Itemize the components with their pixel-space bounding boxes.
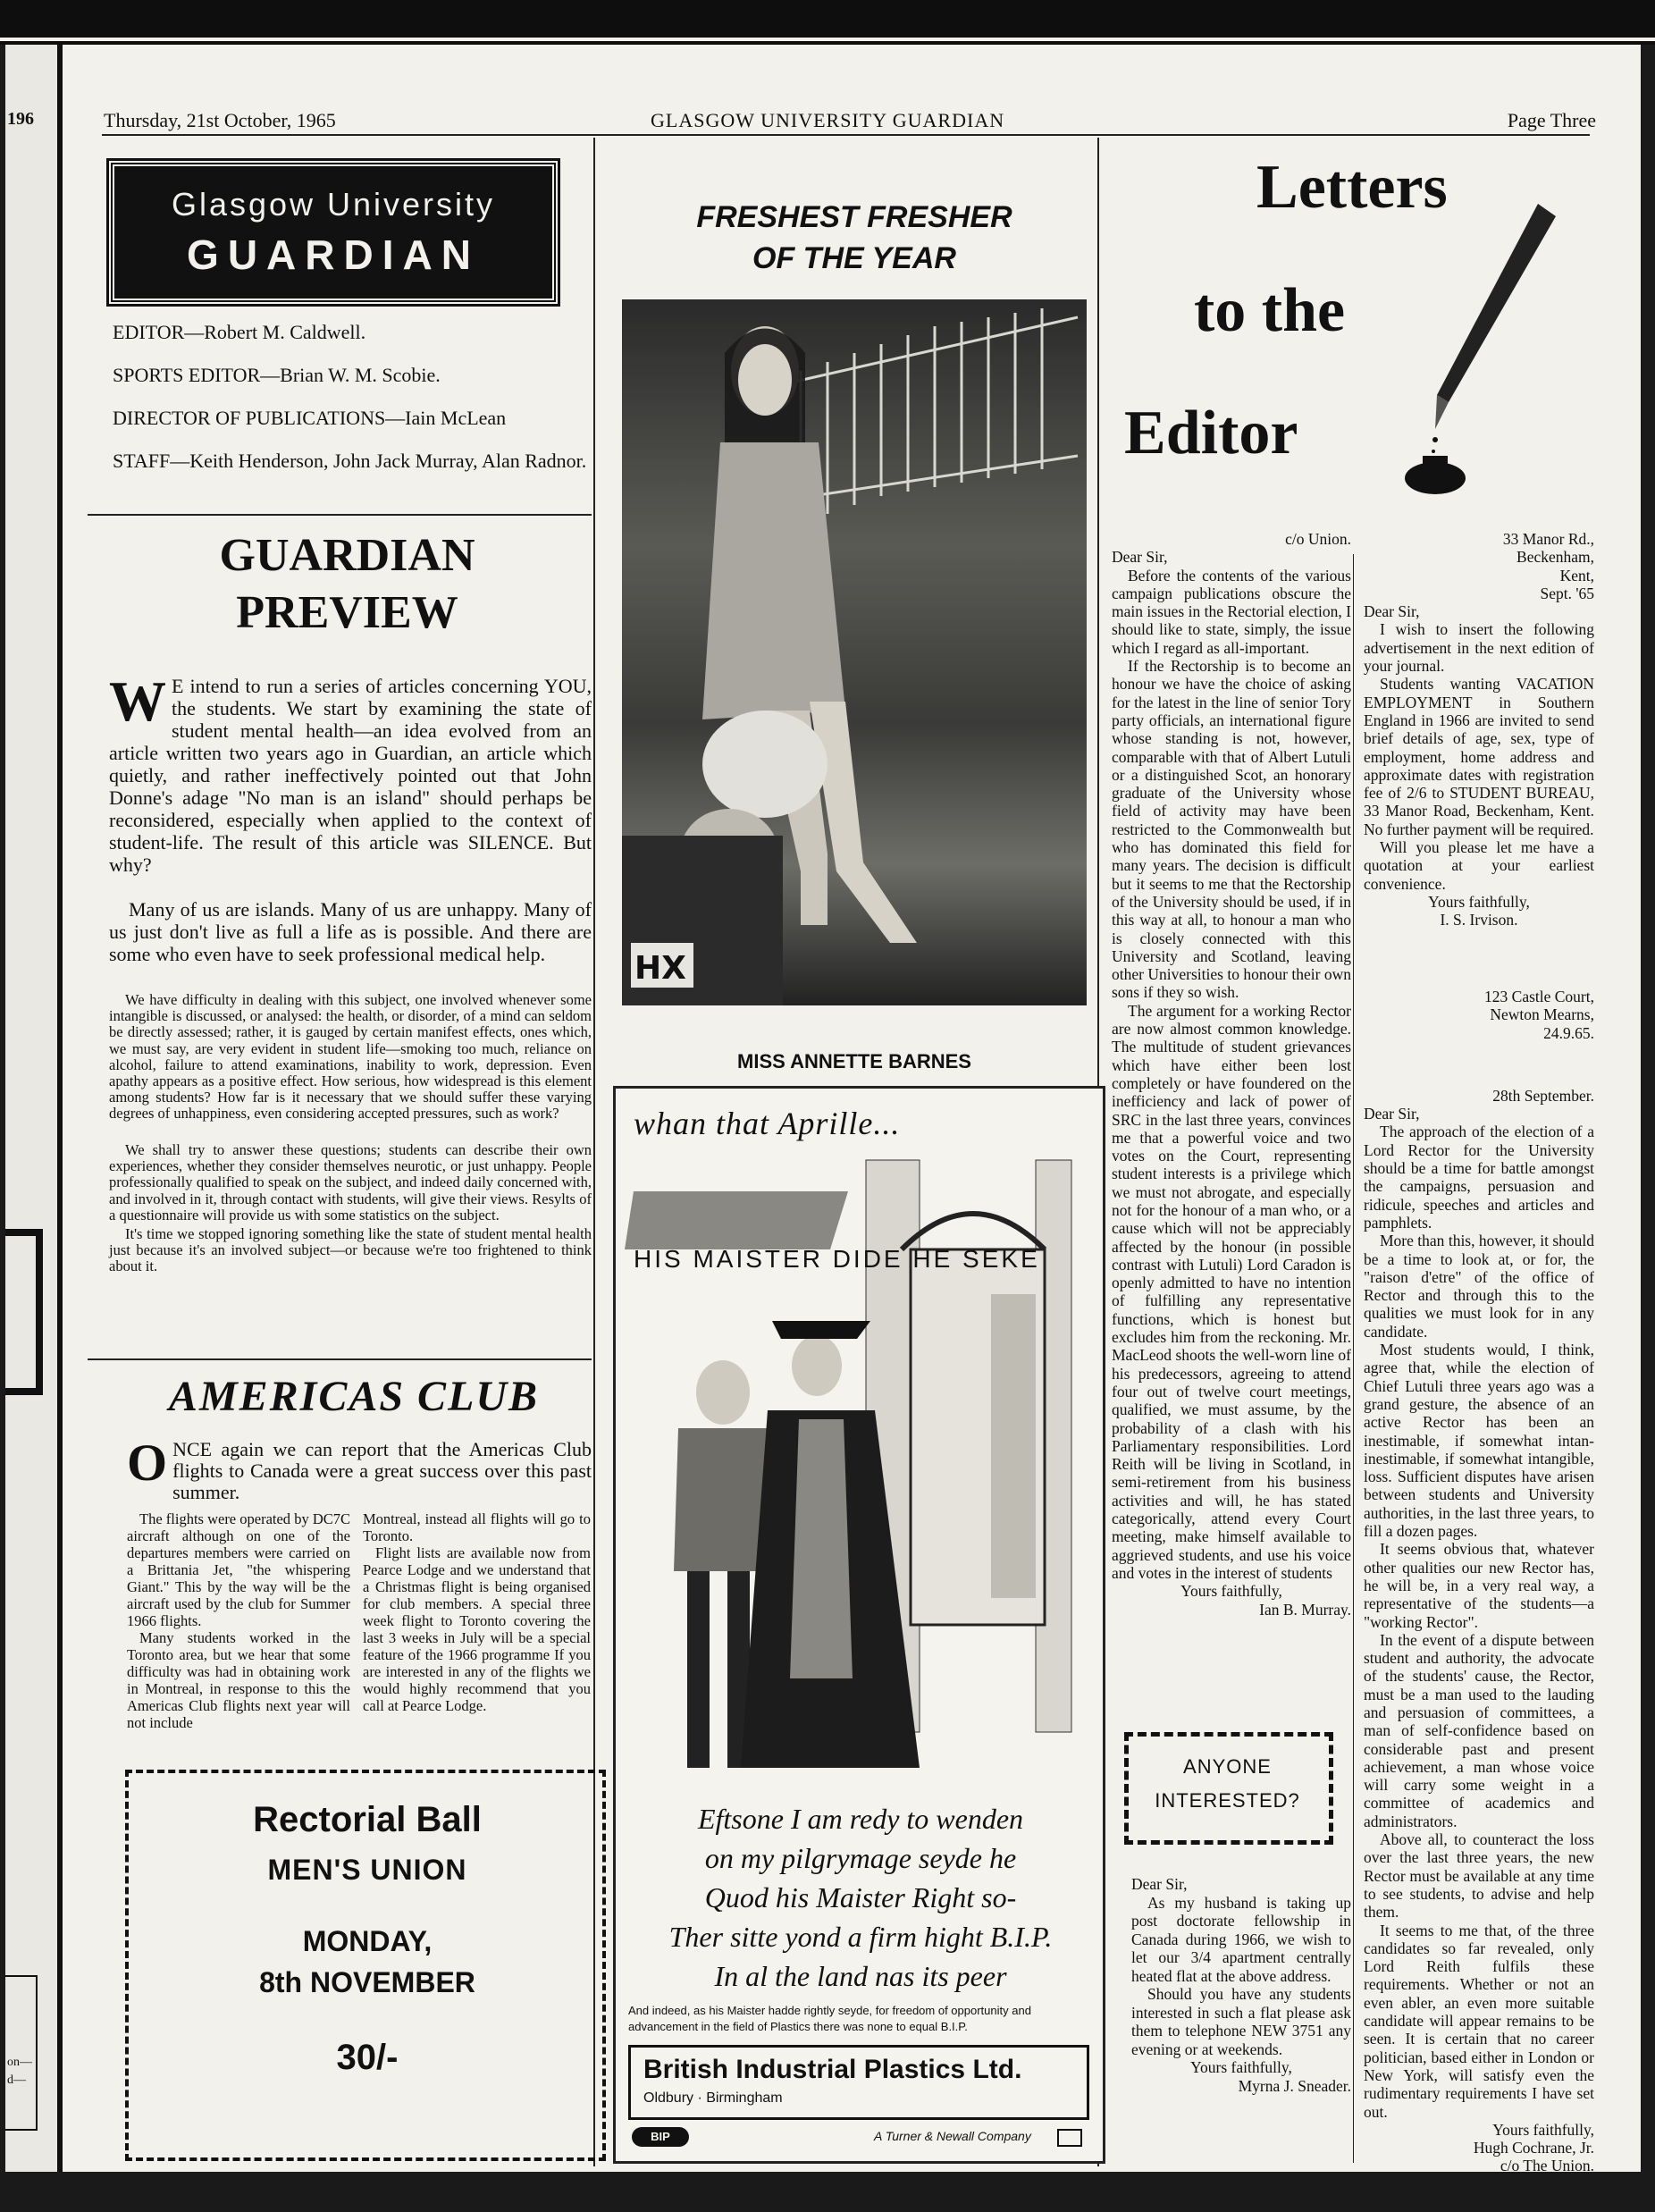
preview-lead: W E intend to run a series of articles concerning YOU, the students. We start by examining the state of student mental health—an idea evolved from an article written two years ago in Guardian, an article which quietly, and rather ineffectively pointed out that John Donne's adage "No man is an island" should perhaps be reconsidered, especially when applied to the context of student-life. The result of this article was SILENCE. But why? — [109, 669, 592, 876]
preview-lead-2: Many of us are islands. Many of us are unhappy. Many of us just don't live as full a life as is possible. And there are some who even have to seek professional medical help. — [109, 898, 592, 965]
edge-box — [5, 1229, 43, 1395]
company-location: Oldbury · Birmingham — [643, 2090, 783, 2106]
staff-sports: SPORTS EDITOR—Brian W. M. Scobie. — [113, 364, 441, 386]
letter-close: Yours faithfully, — [1180, 1582, 1282, 1601]
letter-signature: Ian B. Murray. — [1259, 1600, 1351, 1619]
americas-col-2: Montreal, instead all flights will go to Toronto. Flight lists are available now from Pearce Lodge and we understand that a Christmas flight is being organised for club members. A special three week flight to Toronto covering the last 3 weeks in July will be a special feature of the 1966 programme If you are interested in any of the flights we would highly recommend that you call at Pearce Lodge. — [363, 1510, 591, 1714]
ad-sign: HIS MAISTER DIDE HE SEKE — [634, 1245, 1040, 1273]
letter-para: Before the contents of the various campaign publications obscure the main issues in the Rectorial election, I should like to state, simply, the issue which I regard as all-important. — [1112, 566, 1351, 657]
staff-publications: DIRECTOR OF PUBLICATIONS—Iain McLean — [113, 407, 507, 429]
letter-salutation: Dear Sir, — [1364, 1105, 1420, 1123]
rectorial-ball-ad — [130, 1796, 604, 2145]
letter-salutation: Dear Sir, — [1131, 1875, 1188, 1893]
edge-fragment: d— — [7, 2073, 26, 2087]
masthead — [109, 161, 558, 304]
ball-venue: MEN'S UNION — [267, 1854, 467, 1886]
edge-box — [5, 1975, 38, 2131]
letter-close: Yours faithfully, — [1190, 2058, 1292, 2076]
letter-address: c/o Union. — [1285, 530, 1351, 548]
column-rule — [1353, 554, 1354, 2163]
masthead-line: Glasgow University — [171, 186, 496, 223]
ad-verse: Eftsone I am redy to wenden on my pilgrymage seyde he Quod his Maister Right so- Ther sitte yond a firm hight B.I.P. In al the land nas its peer — [668, 1803, 1053, 1992]
letter-para: The approach of the election of a Lord Rector for the University should be a time for battle amongst the campaigns, persuasion and ridicule, speeches and articles and pamphlets. — [1364, 1123, 1594, 1232]
ball-title: Rectorial Ball — [253, 1800, 482, 1839]
ad-footer — [628, 2125, 1084, 2152]
letter-para: Above all, to counteract the loss over the last three years, the new Rector must be available at any time to see students, to advise and help them. — [1364, 1830, 1594, 1922]
americas-lead: ONCE again we can report that the Americas Club flights to Canada were a great success over this past summer. — [127, 1434, 592, 1503]
drop-cap: W — [109, 669, 166, 733]
letter-para: As my husband is taking up post doctorate fellowship in Canada during 1966, we wish to let our 3/4 apartment centrally heated flat at the above address. — [1131, 1893, 1351, 1985]
preview-headline: GUARDIAN PREVIEW — [219, 530, 475, 638]
section-rule — [88, 514, 592, 516]
ad-illustration — [616, 1142, 1103, 1768]
letter-signature: I. S. Irvison. — [1440, 911, 1518, 929]
staff-editor: EDITOR—Robert M. Caldwell. — [113, 321, 366, 343]
company-name: British Industrial Plastics Ltd. — [643, 2055, 1022, 2084]
letter-date: 28th September. — [1492, 1086, 1594, 1105]
preview-para: It's time we stopped ignoring something like the state of student mental health just because it's an involved subject—or because we're too frightened to think about it. — [109, 1225, 592, 1275]
letter-address: Beckenham, — [1516, 548, 1594, 567]
pen-and-inkwell-icon — [1382, 197, 1560, 500]
anyone-interested: ANYONE INTERESTED? — [1155, 1755, 1300, 1812]
letter-affiliation: c/o The Union. — [1500, 2157, 1594, 2172]
paper-name: GLASGOW UNIVERSITY GUARDIAN — [651, 109, 1005, 131]
ad-fine-print: And indeed, as his Maister hadde rightly seyde, for freedom of opportunity and advancement in the field of Plastics there was none to equal B.I.P. — [628, 2004, 1031, 2033]
letter-para: It seems to me that, of the three candidates so far revealed, only Lord Reith fulfils these requirements. Whether or not an even abler, an even more suitable candidate will appear remains to be seen. It is certain that no career politician, based either in London or New York, will satisfy even the rudimentary requirements I have set out. — [1364, 1921, 1594, 2121]
letter-para: I wish to insert the following advertisement in the next edition of your journal. — [1364, 620, 1594, 676]
preview-para: We shall try to answer these questions; students can describe their own experiences, whether they consider themselves neurotic, or just unhappy. People professionally qualified to speak on the subject, and indeed daily concerned with, and involved in it, through contact with students, will give their views. Resylts of a questionnaire will provide us with some statistics on the subject. — [109, 1141, 592, 1224]
letter-irvison — [1364, 530, 1594, 929]
fresher-photo — [622, 299, 1087, 1005]
letter-para: Students wanting VACATION EMPLOYMENT in Southern England in 1966 are invited to send brief details of age, sex, type of employment, home address and approximate dates with registration fee of 2/6 to STUDENT BUREAU, 33 Manor Road, Beckenham, Kent. No further payment will be required. — [1364, 675, 1594, 838]
letter-address: 123 Castle Court, — [1484, 988, 1594, 1005]
header-rule — [102, 134, 1590, 136]
letter-address: 33 Manor Rd., — [1502, 530, 1594, 548]
letter-cochrane — [1364, 988, 1594, 2172]
ad-title: whan that Aprille... — [634, 1106, 901, 1141]
letter-para: Most students would, I think, agree that, while the election of Chief Lutuli three years ago was a grand gesture, the absence of an active Rector has been an inestimable, if somewhat intan-inestimable, if somewhat intangible, loss. Sufficient disputes have arisen between students and University authorities, in the last three years, to fill a dozen pages. — [1364, 1341, 1594, 1541]
letter-date: 24.9.65. — [1543, 1023, 1594, 1042]
bip-advertisement — [613, 1086, 1105, 2164]
number-plate-text: HX — [634, 950, 686, 987]
page-number: Page Three — [1507, 109, 1596, 131]
running-header — [104, 109, 1596, 132]
staff-list: STAFF—Keith Henderson, John Jack Murray, Alan Radnor. — [113, 450, 587, 472]
photo-illustration — [622, 299, 1087, 1005]
preview-para: We have difficulty in dealing with this subject, one involved whenever some intangible is discussed, or analysed: the health, or disorder, of a mind can seldom be directly assessed; rather, it is gauged by certain manifest effects, ones which, we must say, are very evident in student life—smoking too much, reliance on alcohol, failure to attend examinations, inability to work, depression. Even apathy appears as a positive effect. How serious, how widespread is this element among students? How far is it necessary that we should suffer these varying degrees of unhappiness, even considering accepted pressures, such as work? — [109, 991, 592, 1123]
fresher-headline: FRESHEST FRESHER OF THE YEAR — [696, 200, 1012, 275]
company-box — [628, 2045, 1089, 2120]
ball-date: 8th NOVEMBER — [259, 1966, 475, 1998]
scan-top-border — [0, 0, 1655, 45]
edge-fragment: 196 — [7, 109, 34, 129]
letter-para: If the Rectorship is to become an honour we have the choice of asking for the latest in the line of senior Tory party officials, an international figure whose standing is not, however, comparable with that of Albert Lutuli or a distinguished Scot, an honorary graduate of the University whose field of activity may have been restricted to the Commonwealth but who has dominated this field for many years. The decision is difficult but it seems to me that the Rectorship of the University should be used, if in this way at all, to honour a man who is closely connected with this University and Scotland, leaving other Universities to honour their own sons if they so wish. — [1112, 657, 1351, 1002]
letter-close: Yours faithfully, — [1428, 892, 1530, 911]
ball-day: MONDAY, — [302, 1925, 433, 1957]
letter-salutation: Dear Sir, — [1112, 548, 1168, 567]
americas-col-1: The flights were operated by DC7C aircraft although on one of the departures members were carried on a Brittania Jet, "the whispering Giant." This by the way will be the aircraft used by the club for Summer 1966 flights. Many students worked in the Toronto area, but we hear that some difficulty was had in obtaining work in Montreal, in response to this the Americas Club flights next year will not include — [127, 1510, 350, 1731]
ball-price: 30/- — [336, 2038, 399, 2077]
letters-title-2: to the — [1194, 276, 1346, 345]
adjacent-page-edge — [5, 45, 63, 2172]
letter-murray — [1112, 530, 1351, 1619]
letter-sneader — [1131, 1875, 1351, 2095]
drop-cap: O — [127, 1434, 168, 1492]
bip-logo: BIP — [632, 2127, 689, 2147]
group-credit: A Turner & Newall Company — [874, 2129, 1031, 2143]
letter-para: It seems obvious that, whatever other qualities our new Rector has, he will be, in a very real way, a representative of the students—a "working Rector". — [1364, 1540, 1594, 1631]
edge-fragment: on— — [7, 2056, 32, 2069]
letter-address: Kent, — [1559, 566, 1594, 585]
letter-para: Should you have any students interested in such a flat please ask them to telephone NEW 3751 any evening or at weekends. — [1131, 1985, 1351, 2058]
letter-signature: Hugh Cochrane, Jr. — [1473, 2139, 1594, 2157]
letter-para: More than this, however, it should be a time to look at, or for, the "raison d'etre" of the office of Rector and through this to the qualities we must look for in any candidate. — [1364, 1232, 1594, 1341]
letter-para: The argument for a working Rector are now almost common knowledge. The multitude of student grievances which have either been lost completely or have foundered on the inefficiency and lack of power of SRC in the last three years, convinces me that a powerful voice and two votes on the Court, representing student interests is a privilege which we must not abrogate, and especially not for the honour of a man who, or a cause which will not be appreciably affected by the honour (in possible contrast with Lutuli) Lord Caradon is openly admitted to have no intention of fulfilling any representative functions, which is honest but excludes him from the reckoning. Mr. MacLeod shoots the well-worn line of his predecessors, agreeing to attend four out of twelve court meetings, qualified, we must assume, by the probability of a clash with his Parliamentary responsibilities. Lord Reith will be living in Scotland, in semi-retirement from his business activities and will, he has stated categorically, attend every Court meeting, make himself available to aggrieved students, and use his voice and votes in the interest of students — [1112, 1001, 1351, 1582]
letter-date: Sept. '65 — [1540, 584, 1594, 602]
tn-logo-icon — [1057, 2129, 1082, 2147]
photo-caption: MISS ANNETTE BARNES — [737, 1050, 971, 1072]
letter-para: In the event of a dispute between student and authority, the advocate of the students' cause, the Rector, must be a man used to the lauding and persuasion of committees, a man of self-confidence based on considerable past and present achievement, a man whose voice will carry some weight in a committee of academics and administrators. — [1364, 1630, 1594, 1830]
issue-date: Thursday, 21st October, 1965 — [104, 109, 336, 131]
letters-title-1: Letters — [1256, 153, 1448, 222]
newspaper-page — [5, 45, 1641, 2172]
letter-salutation: Dear Sir, — [1364, 602, 1420, 621]
letter-signature: Myrna J. Sneader. — [1238, 2076, 1351, 2095]
americas-headline: AMERICAS CLUB — [168, 1373, 540, 1420]
letters-title-3: Editor — [1124, 399, 1298, 467]
letter-address: Newton Mearns, — [1490, 1005, 1594, 1024]
letter-close: Yours faithfully, — [1492, 2120, 1594, 2139]
letter-para: Will you please let me have a quotation at your earliest convenience. — [1364, 838, 1594, 893]
masthead-title: GUARDIAN — [187, 231, 480, 278]
section-rule — [88, 1358, 592, 1360]
